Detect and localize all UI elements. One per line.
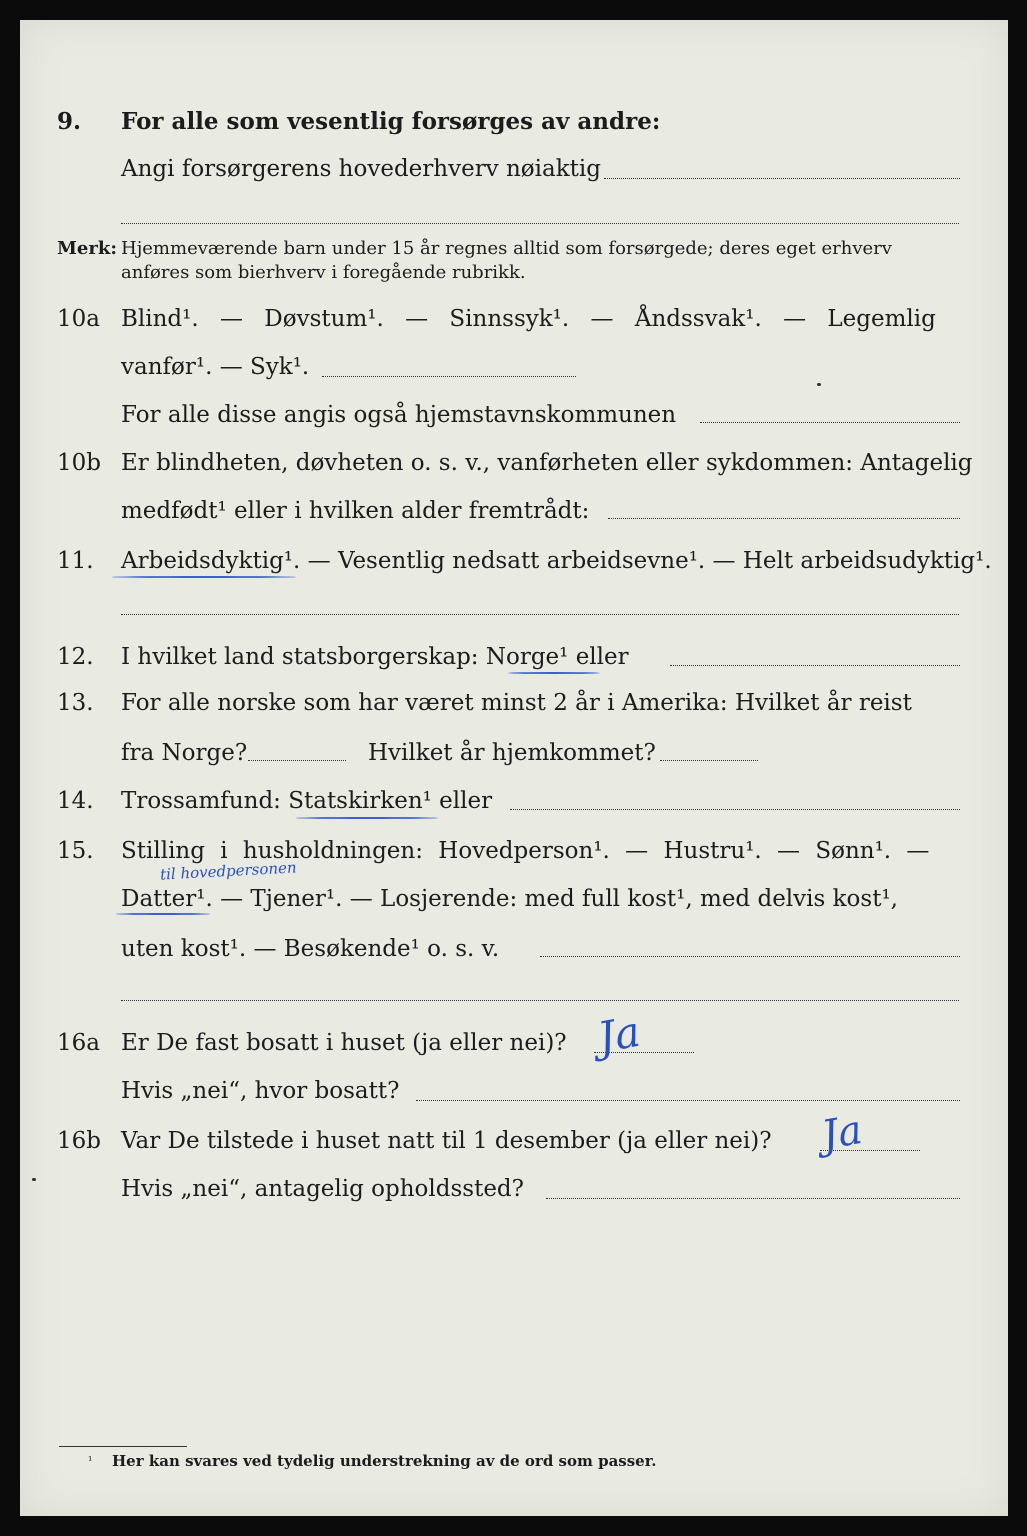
q16a-handwritten-answer: Ja bbox=[594, 1006, 644, 1063]
item-number-9: 9. bbox=[57, 108, 82, 135]
item-number-13: 13. bbox=[57, 690, 94, 716]
q16b-handwritten-answer: Ja bbox=[818, 1106, 866, 1160]
q15-answer-line[interactable] bbox=[540, 956, 960, 957]
q16a-question: Er De fast bosatt i huset (ja eller nei)? bbox=[121, 1030, 567, 1056]
item-number-12: 12. bbox=[57, 644, 94, 670]
q10a-line1: Blind¹. — Døvstum¹. — Sinnssyk¹. — Åndssvak¹. — Legemlig bbox=[121, 306, 936, 332]
footnote-marker: ¹ bbox=[88, 1454, 93, 1467]
item-number-10b: 10b bbox=[57, 450, 101, 476]
q10b-line2: medfødt¹ eller i hvilken alder fremtrådt: bbox=[121, 498, 590, 524]
q16a-followup: Hvis „nei“, hvor bosatt? bbox=[121, 1078, 400, 1104]
q10a-home-municipality-line[interactable] bbox=[700, 422, 960, 423]
q9-answer-line[interactable] bbox=[604, 178, 960, 179]
item-number-16a: 16a bbox=[57, 1030, 100, 1056]
q9-prompt: Angi forsørgerens hovederhverv nøiaktig bbox=[121, 156, 601, 182]
q9-extra-line[interactable] bbox=[121, 223, 959, 224]
q9-heading: For alle som vesentlig forsørges av andre: bbox=[121, 108, 661, 135]
q13-departure-year-line[interactable] bbox=[248, 760, 346, 761]
q10a-line2: vanfør¹. — Syk¹. bbox=[121, 354, 310, 380]
q16b-followup: Hvis „nei“, antagelig opholdssted? bbox=[121, 1176, 524, 1202]
note-text-1: Hjemmeværende barn under 15 år regnes alltid som forsørgede; deres eget erhverv bbox=[121, 238, 892, 259]
q10a-answer-line[interactable] bbox=[322, 376, 576, 377]
q15-handwritten-note: til hovedpersonen bbox=[159, 858, 298, 884]
q11-options: Arbeidsdyktig¹. — Vesentlig nedsatt arbeidsevne¹. — Helt arbeidsudyktig¹. bbox=[121, 548, 992, 574]
q14-text: Trossamfund: Statskirken¹ eller bbox=[121, 788, 493, 814]
q13-return-year-line[interactable] bbox=[660, 760, 758, 761]
q14-answer-line[interactable] bbox=[510, 809, 960, 810]
q11-handwritten-underline bbox=[112, 576, 296, 578]
q14-handwritten-underline bbox=[296, 817, 438, 819]
note-text-2: anføres som bierhverv i foregående rubrikk. bbox=[121, 262, 526, 283]
q15-extra-line[interactable] bbox=[121, 1000, 959, 1001]
footnote-text: Her kan svares ved tydelig understrekning av de ord som passer. bbox=[112, 1452, 657, 1470]
ink-speck bbox=[817, 383, 821, 386]
q15-line1: Stilling i husholdningen: Hovedperson¹. — Hustru¹. — Sønn¹. — bbox=[121, 838, 930, 864]
q10b-answer-line[interactable] bbox=[608, 518, 960, 519]
q10b-line1: Er blindheten, døvheten o. s. v., vanførheten eller sykdommen: Antagelig bbox=[121, 450, 973, 476]
census-form-page bbox=[20, 20, 1008, 1516]
q15-line3: uten kost¹. — Besøkende¹ o. s. v. bbox=[121, 936, 500, 962]
item-number-10a: 10a bbox=[57, 306, 100, 332]
q12-handwritten-underline bbox=[508, 672, 600, 674]
q13-departure-label: fra Norge? bbox=[121, 740, 248, 766]
q16b-question: Var De tilstede i huset natt til 1 desember (ja eller nei)? bbox=[121, 1128, 772, 1154]
q12-text: I hvilket land statsborgerskap: Norge¹ eller bbox=[121, 644, 629, 670]
note-label: Merk: bbox=[57, 238, 117, 259]
ink-speck bbox=[32, 1178, 36, 1181]
q15-line2: Datter¹. — Tjener¹. — Losjerende: med full kost¹, med delvis kost¹, bbox=[121, 886, 898, 912]
q13-return-label: Hvilket år hjemkommet? bbox=[368, 740, 656, 766]
q11-extra-line[interactable] bbox=[121, 614, 959, 615]
q10a-line3: For alle disse angis også hjemstavnskommunen bbox=[121, 402, 677, 428]
footnote-rule bbox=[59, 1446, 187, 1447]
item-number-14: 14. bbox=[57, 788, 94, 814]
q12-answer-line[interactable] bbox=[670, 665, 960, 666]
q15-handwritten-underline bbox=[116, 913, 210, 915]
q16a-residence-line[interactable] bbox=[416, 1100, 960, 1101]
q13-line1: For alle norske som har været minst 2 år i Amerika: Hvilket år reist bbox=[121, 690, 912, 716]
item-number-11: 11. bbox=[57, 548, 94, 574]
q16b-whereabouts-line[interactable] bbox=[546, 1198, 960, 1199]
item-number-15: 15. bbox=[57, 838, 94, 864]
item-number-16b: 16b bbox=[57, 1128, 101, 1154]
